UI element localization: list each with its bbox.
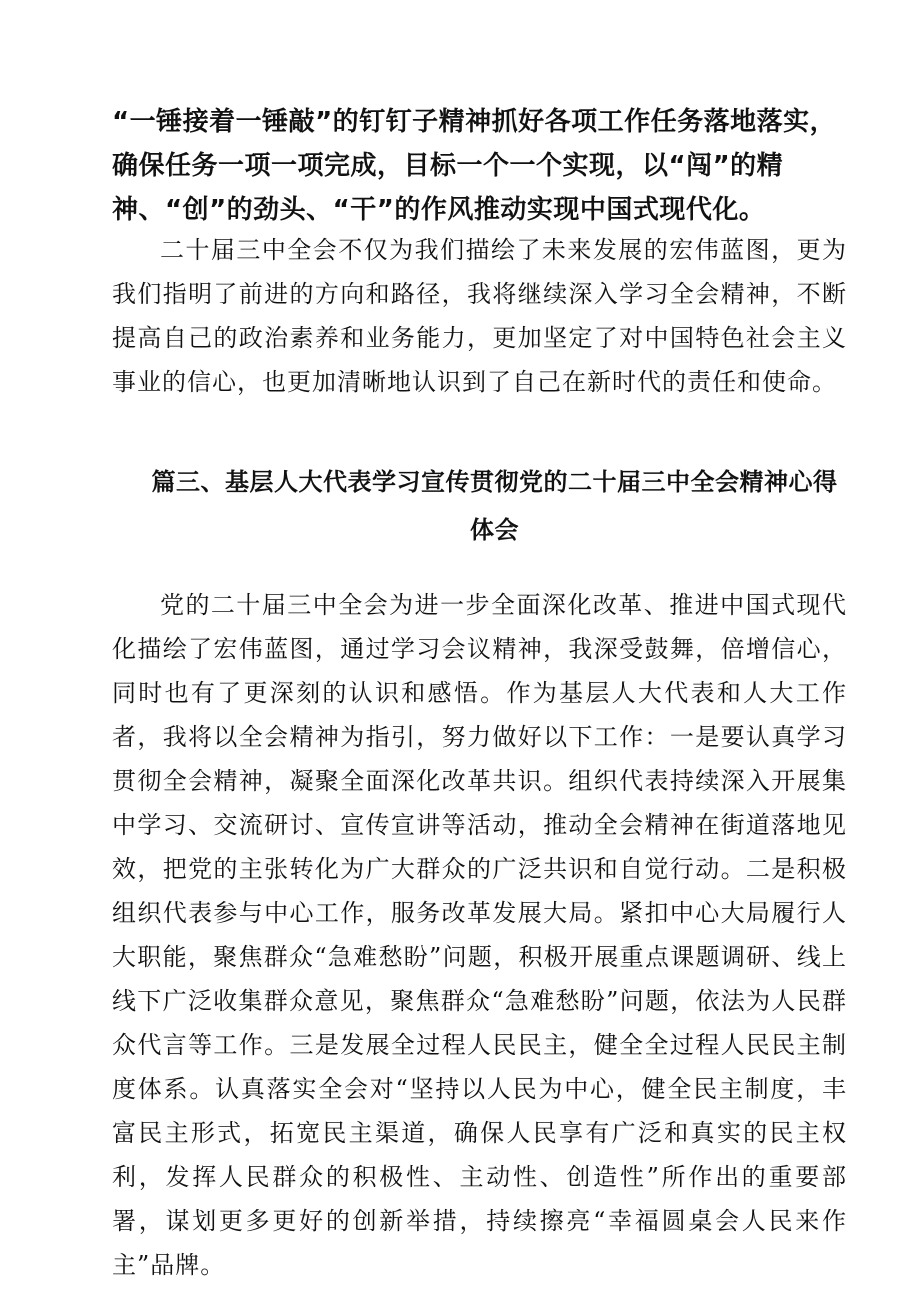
continued-bold-paragraph: “一锤接着一锤敲”的钉钉子精神抓好各项工作任务落地落实，确保任务一项一项完成，目标一个一个实现，以“闯”的精神、“创”的劲头、“干”的作风推动实现中国式现代化。 <box>112 107 837 225</box>
section-heading: 篇三、基层人大代表学习宣传贯彻党的二十届三中全会精神心得体会 <box>151 468 838 544</box>
body-paragraph-1: 二十届三中全会不仅为我们描绘了未来发展的宏伟蓝图，更为我们指明了前进的方向和路径，我将继续深入学习全会精神，不断提高自己的政治素养和业务能力，更加坚定了对中国特色社会主义事业的信心，也更加清晰地认识到了自己在新时代的责任和使命。 <box>112 236 847 396</box>
body-paragraph-2: 党的二十届三中全会为进一步全面深化改革、推进中国式现代化描绘了宏伟蓝图，通过学习会议精神，我深受鼓舞，倍增信心，同时也有了更深刻的认识和感悟。作为基层人大代表和人大工作者，我将以全会精神为指引，努力做好以下工作：一是要认真学习贯彻全会精神，凝聚全面深化改革共识。组织代表持续深入开展集中学习、交流研讨、宣传宣讲等活动，推动全会精神在街道落地见效，把党的主张转化为广大群众的广泛共识和自觉行动。二是积极组织代表参与中心工作，服务改革发展大局。紧扣中心大局履行人大职能，聚焦群众“急难愁盼”问题，积极开展重点课题调研、线上线下广泛收集群众意见，聚焦群众“急难愁盼”问题，依法为人民群众代言等工作。三是发展全过程人民民主，健全全过程人民民主制度体系。认真落实全会对“坚持以人民为中心，健全民主制度，丰富民主形式，拓宽民主渠道，确保人民享有广泛和真实的民主权利，发挥人民群众的积极性、主动性、创造性”所作出的重要部署，谋划更多更好的创新举措，持续擦亮“幸福圆桌会人民来作主”品牌。 <box>112 591 847 1279</box>
